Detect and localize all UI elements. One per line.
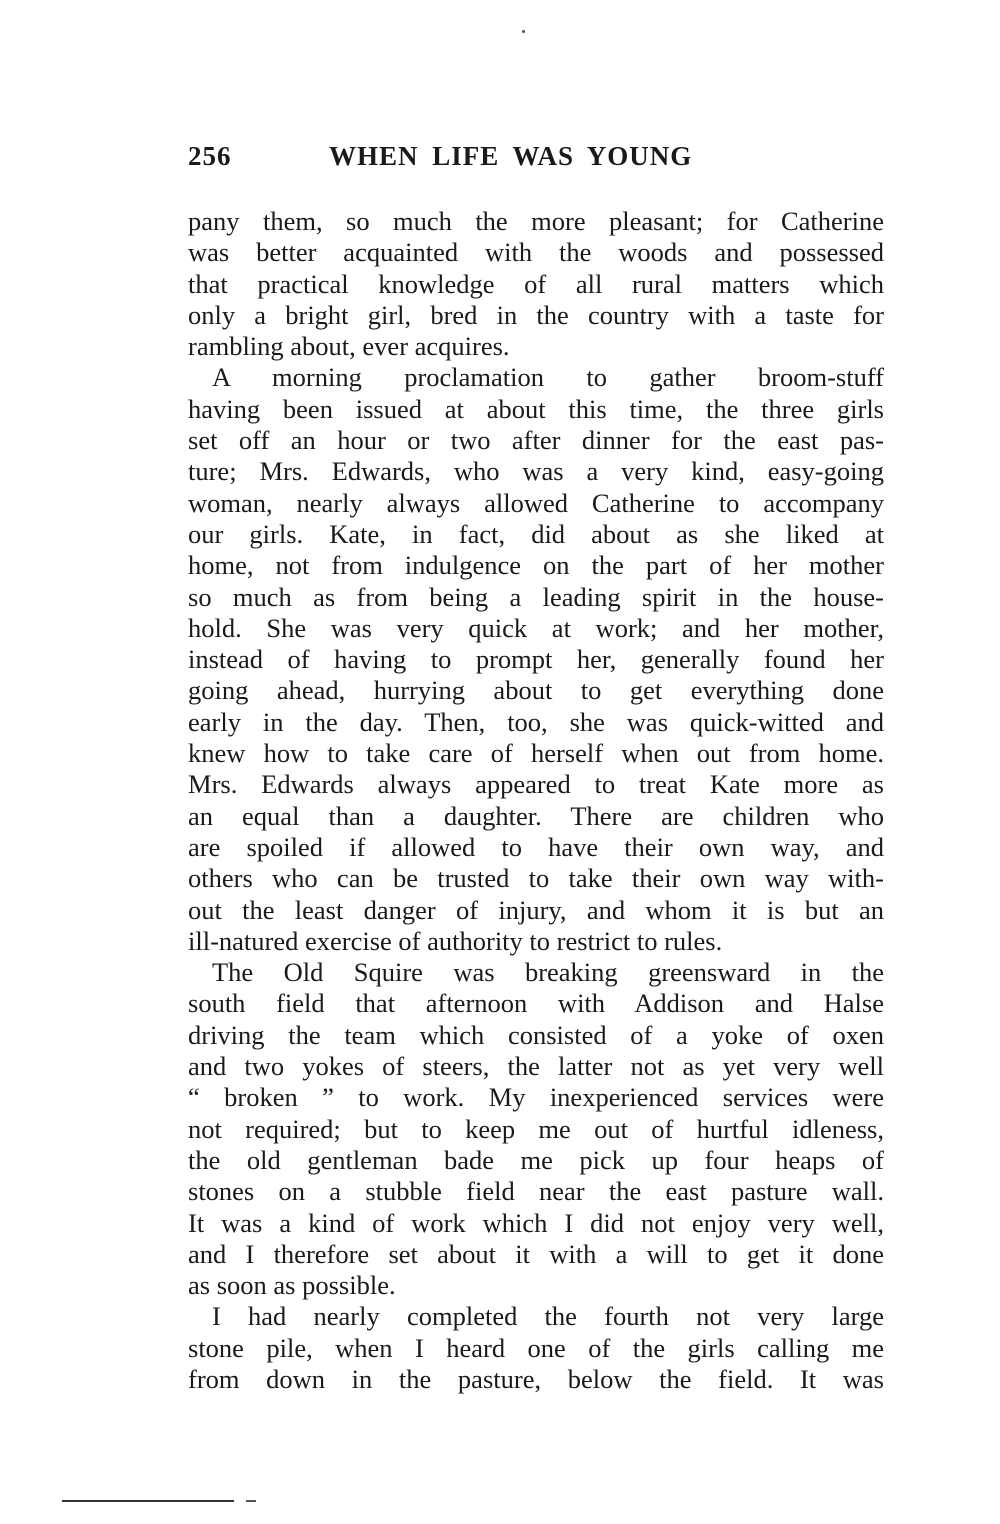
text-line: south field that afternoon with Addison and Halse [188, 988, 884, 1019]
text-line: ture; Mrs. Edwards, who was a very kind, easy-going [188, 456, 884, 487]
paragraph [188, 1301, 884, 1395]
text-line: having been issued at about this time, the three girls [188, 393, 884, 424]
text-line: the old gentleman bade me pick up four heaps of [188, 1144, 884, 1175]
book-title: WHEN LIFE WAS YOUNG [329, 141, 693, 171]
text-line: our girls. Kate, in fact, did about as she liked at [188, 518, 884, 549]
text-line: stones on a stubble field near the east pasture wall. [188, 1176, 884, 1207]
paragraph [188, 957, 884, 1301]
text-line: knew how to take care of herself when out from home. [188, 738, 884, 769]
text-line: It was a kind of work which I did not enjoy very well, [188, 1207, 884, 1238]
paragraph [188, 206, 884, 362]
text-line: that practical knowledge of all rural matters which [188, 268, 884, 299]
text-line: as soon as possible. [188, 1270, 396, 1301]
text-line: are spoiled if allowed to have their own way, and [188, 831, 884, 862]
text-line: out the least danger of injury, and whom it is but an [188, 894, 884, 925]
footer-rule [62, 1500, 234, 1502]
text-line: early in the day. Then, too, she was quick-witted and [188, 706, 884, 737]
text-line: not required; but to keep me out of hurtful idleness, [188, 1113, 884, 1144]
text-line: going ahead, hurrying about to get everything done [188, 675, 884, 706]
text-line: ill-natured exercise of authority to restrict to rules. [188, 925, 723, 956]
text-line: so much as from being a leading spirit in the house- [188, 581, 884, 612]
text-line: from down in the pasture, below the field. It was [188, 1363, 884, 1394]
text-line: driving the team which consisted of a yoke of oxen [188, 1019, 884, 1050]
page-number: 256 [188, 141, 232, 171]
text-line: and I therefore set about it with a will to get it done [188, 1238, 884, 1269]
text-line: instead of having to prompt her, generally found her [188, 644, 884, 675]
running-head [188, 136, 888, 176]
scan-speck [522, 30, 525, 33]
text-line: I had nearly completed the fourth not very large [212, 1301, 884, 1332]
text-line: an equal than a daughter. There are children who [188, 800, 884, 831]
text-line: only a bright girl, bred in the country with a taste for [188, 299, 884, 330]
paragraph [188, 362, 884, 957]
text-line: “ broken ” to work. My inexperienced services were [188, 1082, 884, 1113]
text-line: The Old Squire was breaking greensward in the [212, 957, 884, 988]
body-text [188, 206, 884, 1395]
text-line: hold. She was very quick at work; and her mother, [188, 612, 884, 643]
text-line: Mrs. Edwards always appeared to treat Kate more as [188, 769, 884, 800]
text-line: rambling about, ever acquires. [188, 331, 510, 362]
text-line: pany them, so much the more pleasant; for Catherine [188, 206, 884, 236]
text-line: home, not from indulgence on the part of her mother [188, 550, 884, 581]
text-line: woman, nearly always allowed Catherine to accompany [188, 487, 884, 518]
text-line: stone pile, when I heard one of the girls calling me [188, 1332, 884, 1363]
text-line: and two yokes of steers, the latter not as yet very well [188, 1051, 884, 1082]
text-line: was better acquainted with the woods and possessed [188, 237, 884, 268]
text-line: others who can be trusted to take their own way with- [188, 863, 884, 894]
text-line: set off an hour or two after dinner for the east pas- [188, 425, 884, 456]
footer-dash [246, 1500, 256, 1502]
text-line: A morning proclamation to gather broom-stuff [212, 362, 884, 393]
